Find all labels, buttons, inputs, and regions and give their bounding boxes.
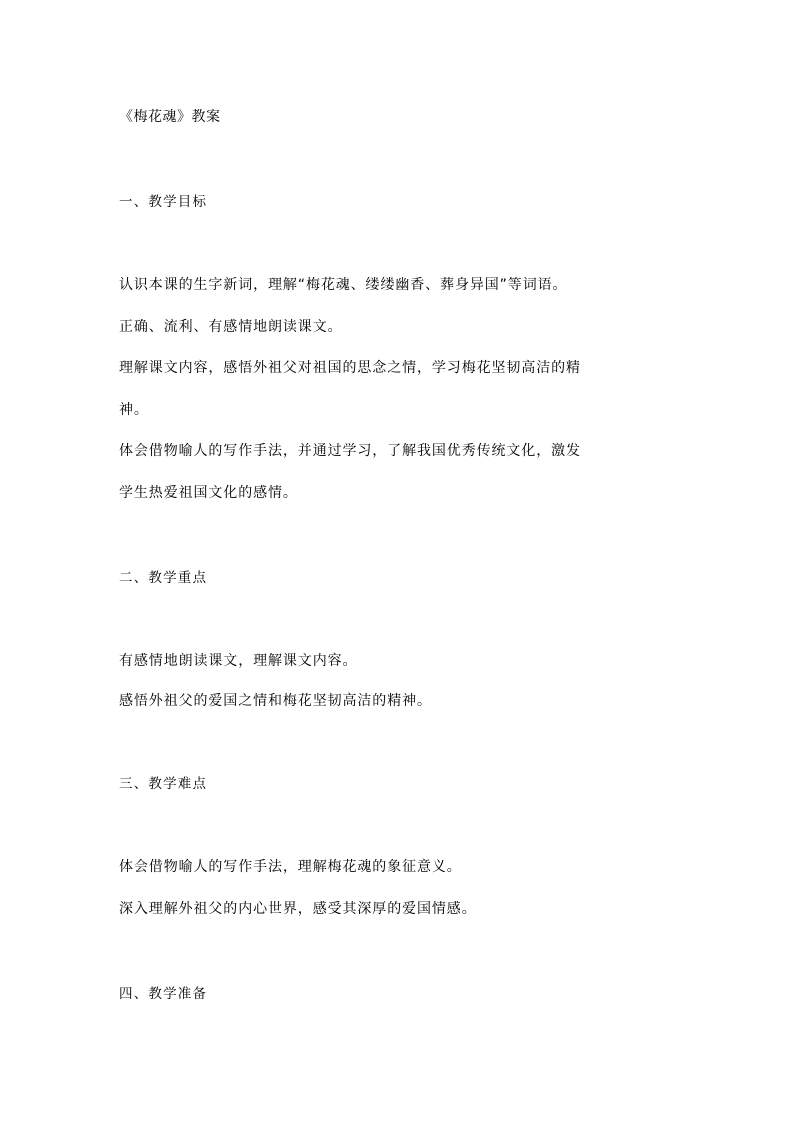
section-heading-difficulties: 三、教学难点 — [119, 776, 208, 792]
paragraph-line: 理解课文内容，感悟外祖父对祖国的思念之情，学习梅花坚韧高洁的精 — [119, 360, 581, 376]
paragraph-line: 有感情地朗读课文，理解课文内容。 — [119, 653, 358, 669]
paragraph-line: 学生热爱祖国文化的感情。 — [119, 485, 298, 501]
document-title: 《梅花魂》教案 — [119, 109, 221, 125]
paragraph-line: 深入理解外祖父的内心世界，感受其深厚的爱国情感。 — [119, 901, 477, 917]
paragraph-line: 体会借物喻人的写作手法，并通过学习，了解我国优秀传统文化，激发 — [119, 443, 581, 459]
section-heading-key-points: 二、教学重点 — [119, 570, 208, 586]
section-heading-preparation: 四、教学准备 — [119, 986, 208, 1002]
paragraph-line: 感悟外祖父的爱国之情和梅花坚韧高洁的精神。 — [119, 693, 432, 709]
paragraph-line: 认识本课的生字新词，理解“梅花魂、缕缕幽香、葬身异国”等词语。 — [119, 277, 568, 293]
paragraph-line: 正确、流利、有感情地朗读课文。 — [119, 319, 343, 335]
paragraph-line: 体会借物喻人的写作手法，理解梅花魂的象征意义。 — [119, 859, 462, 875]
section-heading-objectives: 一、教学目标 — [119, 194, 208, 210]
paragraph-line: 神。 — [119, 402, 149, 418]
